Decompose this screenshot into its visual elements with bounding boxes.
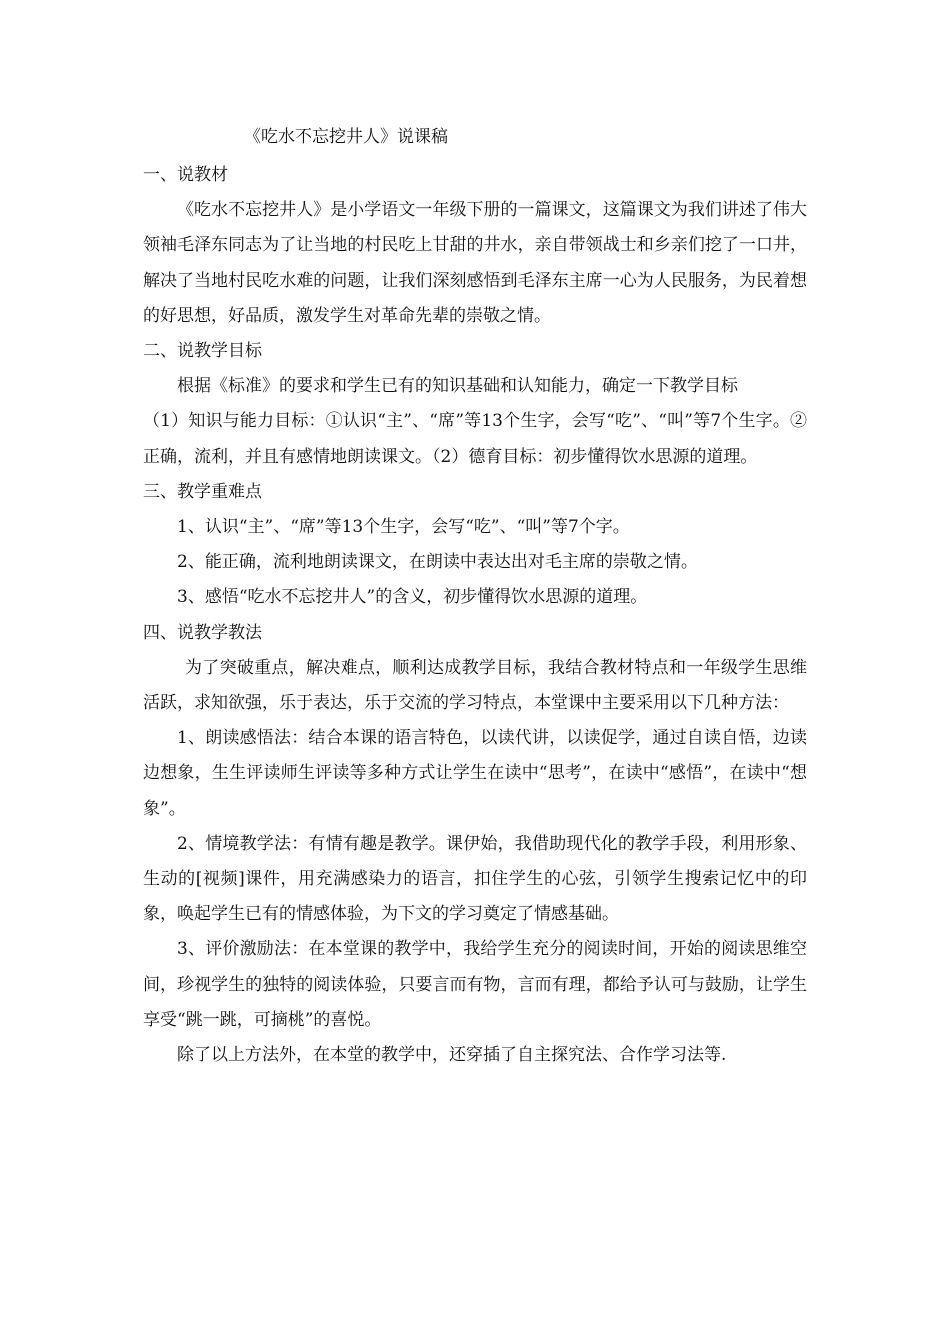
method-item: 3、评价激励法：在本堂课的教学中，我给学生充分的阅读时间，开始的阅读思维空间，珍视学生的独特的阅读体验，只要言而有物，言而有理，都给予认可与鼓励，让学生享受“跳一跳，可摘桃”的喜悦。 — [143, 939, 807, 1030]
key-point-item: 2、能正确，流利地朗读课文，在朗读中表达出对毛主席的崇敬之情。 — [177, 552, 698, 573]
methods-closing-paragraph: 除了以上方法外，在本堂的教学中，还穿插了自主探究法、合作学习法等. — [177, 1045, 727, 1066]
key-point-item: 3、感悟“吃水不忘挖井人”的含义，初步懂得饮水思源的道理。 — [177, 587, 648, 608]
method-item: 1、朗读感悟法：结合本课的语言特色，以读代讲，以读促学，通过自读自悟，边读边想象，生生评读师生评读等多种方式让学生在读中“思考”，在读中“感悟”，在读中“想象”。 — [143, 728, 807, 819]
objectives-paragraph-details: （1）知识与能力目标：①认识“主”、“席”等13个生字，会写“吃”、“叫”等7个生字。②正确，流利，并且有感情地朗读课文。（2）德育目标：初步懂得饮水思源的道理。 — [143, 411, 807, 467]
document-title: 《吃水不忘挖井人》说课稿 — [244, 127, 448, 147]
key-point-item: 1、认识“主”、“席”等13个生字，会写“吃”、“叫”等7个字。 — [177, 517, 630, 538]
section-heading-objectives: 二、说教学目标 — [143, 341, 262, 362]
method-item: 2、情境教学法：有情有趣是教学。课伊始，我借助现代化的教学手段，利用形象、生动的[视频]课件，用充满感染力的语言，扣住学生的心弦，引领学生搜索记忆中的印象，唤起学生已有的情感体验，为下文的学习奠定了情感基础。 — [143, 833, 807, 925]
section-heading-methods: 四、说教学教法 — [143, 622, 262, 643]
section-heading-materials: 一、说教材 — [143, 165, 228, 185]
document-body — [143, 158, 807, 1073]
objectives-paragraph-line1: 根据《标准》的要求和学生已有的知识基础和认知能力，确定一下教学目标 — [177, 376, 738, 397]
methods-intro-paragraph: 为了突破重点，解决难点，顺利达成教学目标，我结合教材特点和一年级学生思维活跃，求知欲强，乐于表达，乐于交流的学习特点，本堂课中主要采用以下几种方法： — [143, 657, 807, 714]
materials-paragraph: 《吃水不忘挖井人》是小学语文一年级下册的一篇课文，这篇课文为我们讲述了伟大领袖毛泽东同志为了让当地的村民吃上甘甜的井水，亲自带领战士和乡亲们挖了一口井，解决了当地村民吃水难的问题，让我们深刻感悟到毛泽东主席一心为人民服务，为民着想的好思想，好品质，激发学生对革命先辈的崇敬之情。 — [143, 200, 807, 326]
section-heading-key-points: 三、教学重难点 — [143, 481, 262, 502]
